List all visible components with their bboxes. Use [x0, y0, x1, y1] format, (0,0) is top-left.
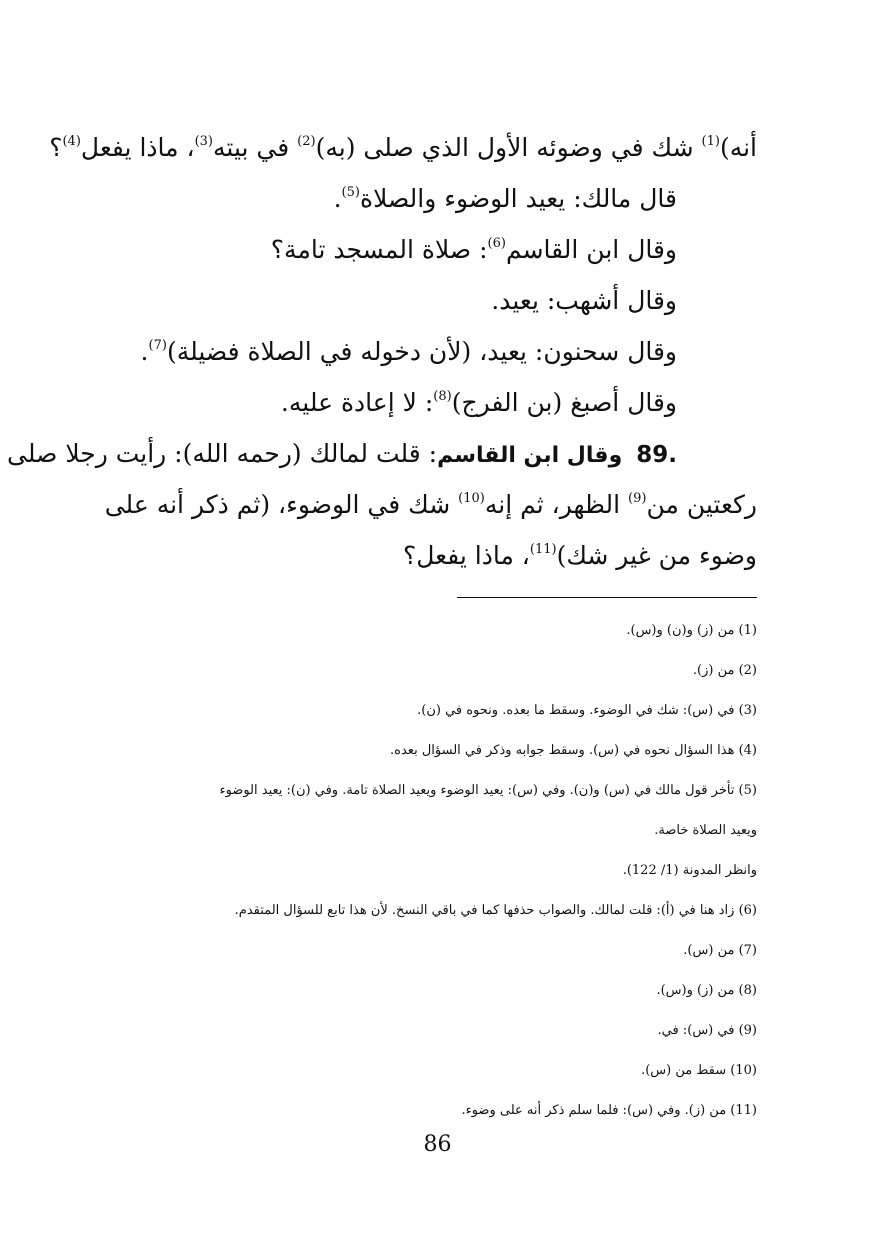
footnote-marker: (11) [529, 542, 557, 557]
page-number: 86 [423, 1132, 452, 1157]
text-run: . [140, 337, 149, 366]
footnote: (1) من (ز) و(ن) و(س). [626, 623, 757, 638]
main-text [7, 122, 757, 581]
paragraph-number: 89. [636, 442, 677, 468]
text-line [117, 275, 757, 326]
text-run: ركعتين من [646, 490, 757, 519]
footnote-separator [457, 597, 757, 598]
text-run: : قلت لمالك (رحمه الله): رأيت رجلا صلى [7, 439, 438, 468]
footnotes [107, 611, 757, 1131]
speaker-label: وقال ابن القاسم [437, 443, 623, 468]
footnote-marker: (7) [148, 338, 167, 353]
footnote-marker: (5) [341, 185, 360, 200]
text-line [117, 224, 757, 275]
text-run: شك في وضوئه الأول الذي صلى (به) [315, 133, 702, 162]
text-run: وقال ابن القاسم [505, 235, 677, 264]
footnote: (10) سقط من (س). [641, 1063, 757, 1078]
text-run: ، ماذا يفعل؟ [402, 541, 530, 570]
text-run: وقال أشهب: يعيد. [491, 286, 677, 315]
footnote-marker: (10) [458, 491, 485, 506]
text-line [117, 377, 757, 428]
text-line [104, 479, 757, 530]
text-line [7, 428, 757, 479]
footnote: (11) من (ز). وفي (س): فلما سلم ذكر أنه على وضوء. [461, 1103, 757, 1118]
text-run: ، ماذا يفعل [80, 133, 195, 162]
footnote: (7) من (س). [683, 943, 757, 958]
text-line [117, 530, 757, 581]
text-run: وضوء من غير شك) [556, 541, 757, 570]
footnote: (8) من (ز) و(س). [656, 983, 757, 998]
text-line [117, 173, 757, 224]
footnote: (2) من (ز). [692, 663, 757, 678]
text-run: ؟ [49, 133, 63, 162]
footnote: (3) في (س): شك في الوضوء. وسقط ما بعده. ونحوه في (ن). [417, 703, 757, 718]
footnote: وانظر المدونة (1/ 122). [622, 863, 757, 878]
text-run: شك في الوضوء، (ثم ذكر أنه على [104, 490, 459, 519]
text-run: وقال أصبغ (بن الفرج) [451, 388, 677, 417]
text-run: أنه) [719, 133, 757, 162]
text-run: قال مالك: يعيد الوضوء والصلاة [359, 184, 677, 213]
footnote-marker: (1) [701, 134, 720, 149]
text-run: : صلاة المسجد تامة؟ [270, 235, 488, 264]
text-line [49, 122, 757, 173]
text-run: في بيته [213, 133, 298, 162]
footnote: (5) تأخر قول مالك في (س) و(ن). وفي (س): يعيد الوضوء ويعيد الصلاة تامة. وفي (ن): يعيد الوضوء [219, 783, 757, 798]
footnote-marker: (8) [433, 389, 452, 404]
text-run: الظهر، ثم إنه [484, 490, 629, 519]
text-line [117, 326, 757, 377]
footnote: (9) في (س): في. [657, 1023, 757, 1038]
footnote: (6) زاد هنا في (أ): قلت لمالك. والصواب حذفها كما في باقي النسخ. لأن هذا تابع للسؤال المتقدم. [234, 903, 757, 918]
footnote-marker: (9) [628, 491, 647, 506]
text-run: : لا إعادة عليه. [280, 388, 434, 417]
footnote-marker: (2) [297, 134, 316, 149]
footnote-marker: (3) [194, 134, 213, 149]
footnote-marker: (6) [487, 236, 506, 251]
footnote-marker: (4) [62, 134, 81, 149]
footnote: ويعيد الصلاة خاصة. [654, 823, 757, 838]
text-run: . [333, 184, 342, 213]
text-run: وقال سحنون: يعيد، (لأن دخوله في الصلاة فضيلة) [166, 337, 677, 366]
footnote: (4) هذا السؤال نحوه في (س). وسقط جوابه وذكر في السؤال بعده. [390, 743, 757, 758]
